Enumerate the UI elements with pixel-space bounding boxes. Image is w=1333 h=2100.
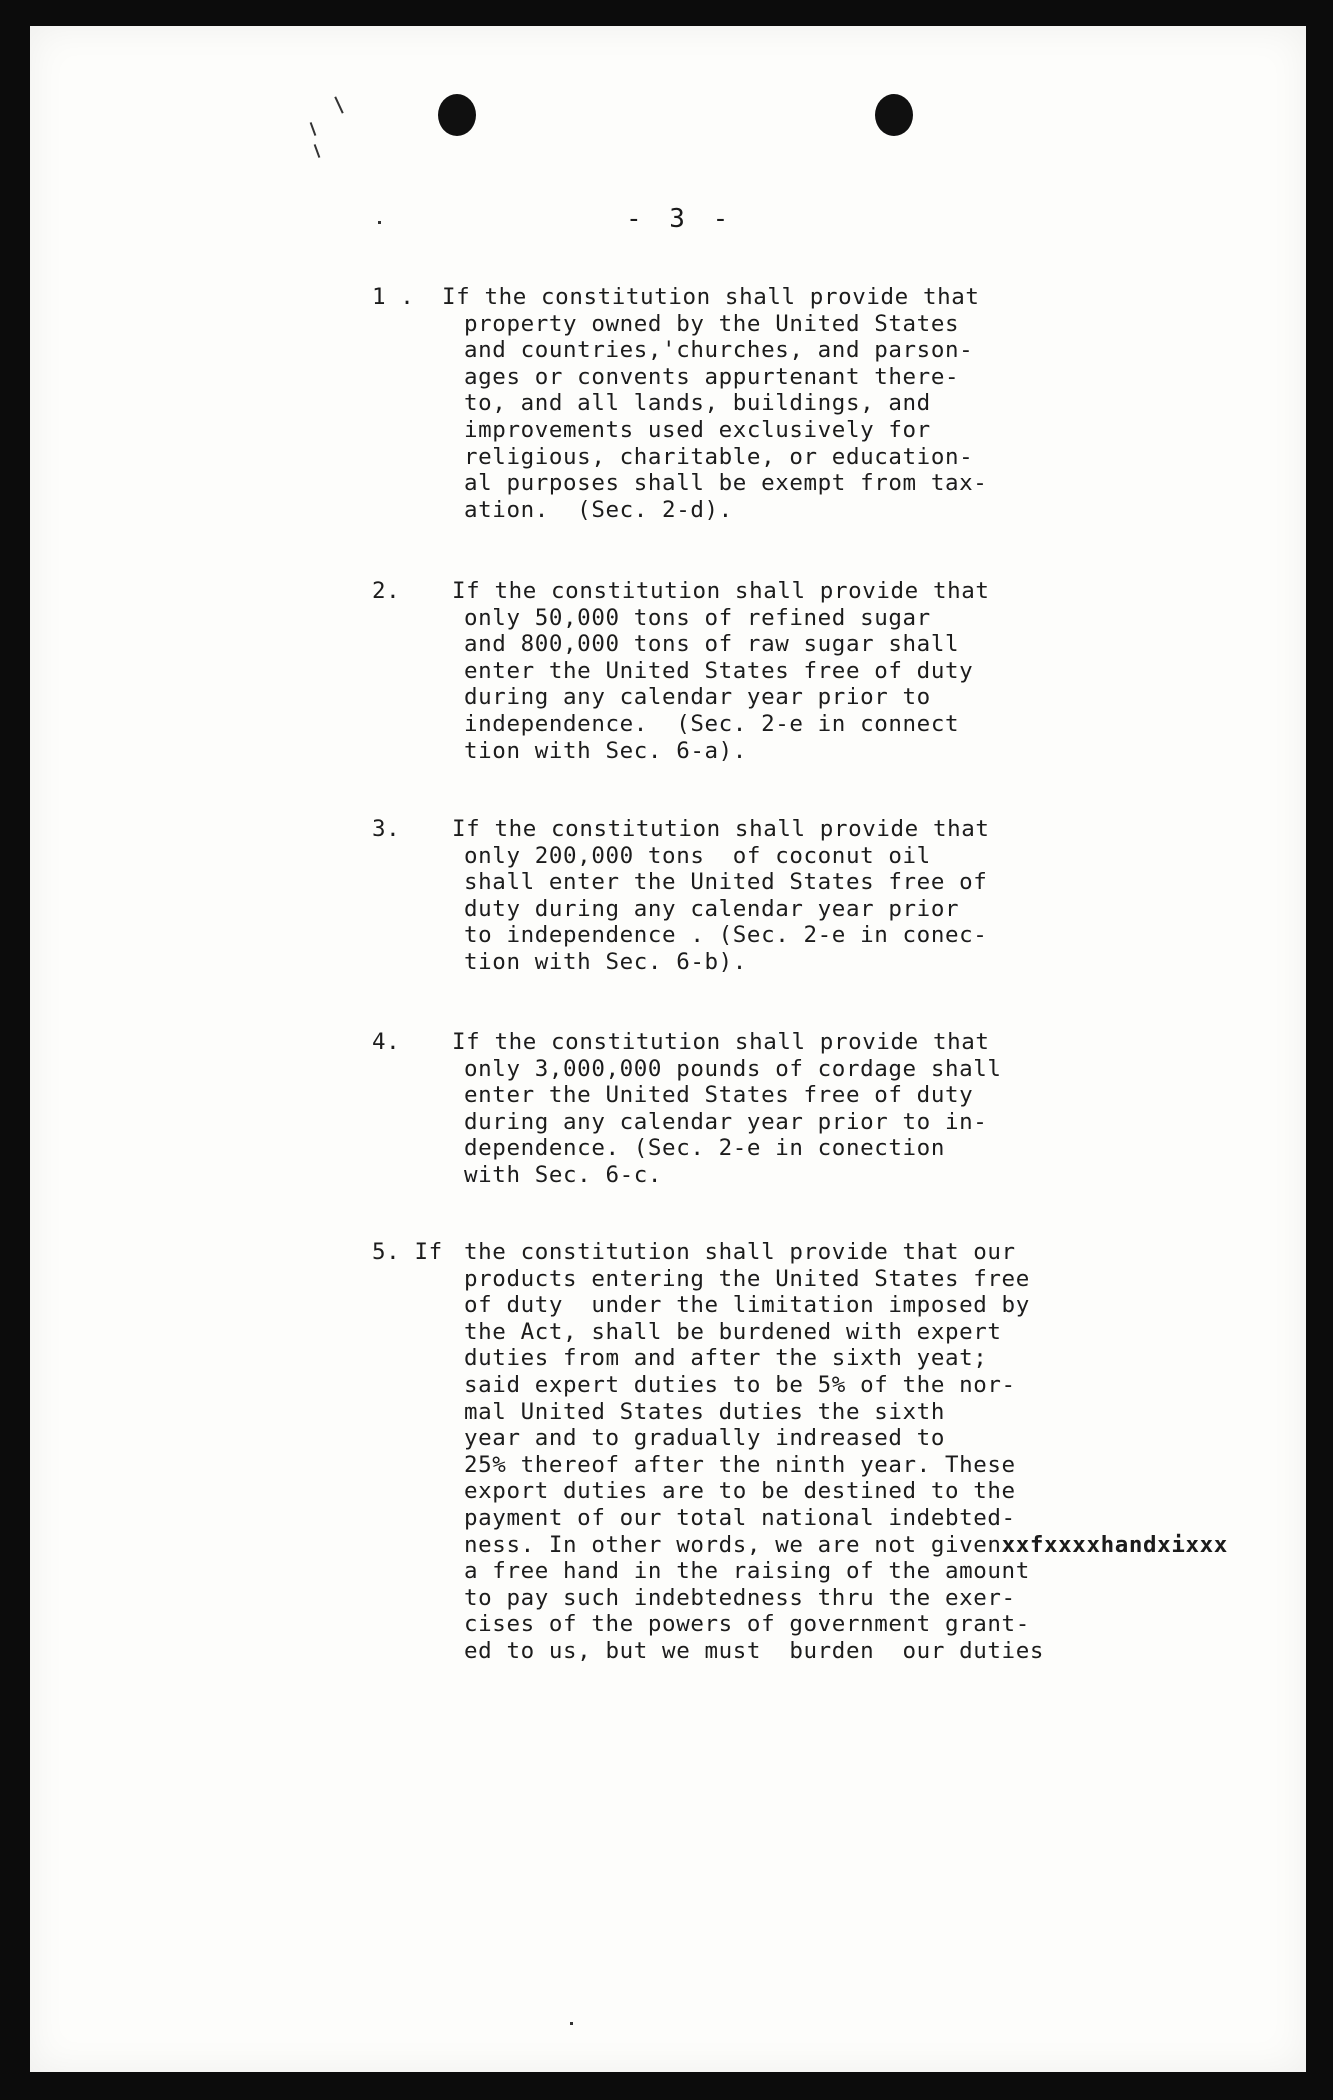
text-line: with Sec. 6-c. bbox=[464, 1161, 663, 1188]
text-line: during any calendar year prior to in- bbox=[464, 1108, 988, 1135]
text-line: tion with Sec. 6-a). bbox=[464, 737, 747, 764]
item-body bbox=[464, 843, 987, 976]
item-number: 1 . bbox=[372, 284, 415, 310]
text-line: ed to us, but we must burden our duties bbox=[464, 1637, 1044, 1664]
text-line: improvements used exclusively for bbox=[464, 416, 931, 443]
item-number: 2. bbox=[372, 578, 401, 604]
text-line: year and to gradually indreased to bbox=[464, 1425, 945, 1452]
margin-mark bbox=[310, 122, 317, 136]
item-number: 4. bbox=[372, 1029, 401, 1055]
item-body bbox=[464, 1056, 1002, 1189]
text-line: al purposes shall be exempt from tax- bbox=[464, 470, 988, 497]
text-line: shall enter the United States free of bbox=[464, 869, 988, 896]
text-segment: ness. In other words, we are not given bbox=[464, 1531, 1002, 1558]
item-first-line: If the constitution shall provide that bbox=[452, 816, 990, 842]
item-body bbox=[464, 311, 987, 524]
text-line: dependence. (Sec. 2-e in conection bbox=[464, 1135, 945, 1162]
text-line: only 3,000,000 pounds of cordage shall bbox=[464, 1055, 1002, 1082]
text-line: payment of our total national indebted- bbox=[464, 1504, 1016, 1531]
text-line: products entering the United States free bbox=[464, 1265, 1030, 1292]
text-line: mal United States duties the sixth bbox=[464, 1398, 945, 1425]
text-line: during any calendar year prior to bbox=[464, 684, 931, 711]
strikeover-text: xxfxxxxhandxixxx bbox=[1001, 1531, 1228, 1558]
item-first-line: If the constitution shall provide that bbox=[452, 1029, 990, 1055]
text-line: property owned by the United States bbox=[464, 310, 960, 337]
text-line: to, and all lands, buildings, and bbox=[464, 390, 931, 417]
text-line: of duty under the limitation imposed by bbox=[464, 1292, 1030, 1319]
paper-speck bbox=[378, 221, 381, 224]
text-line: enter the United States free of duty bbox=[464, 657, 974, 684]
text-line: ages or convents appurtenant there- bbox=[464, 363, 960, 390]
item-number: 3. bbox=[372, 816, 401, 842]
text-line: duties from and after the sixth yeat; bbox=[464, 1345, 988, 1372]
page-number: - 3 - bbox=[626, 204, 735, 234]
margin-mark bbox=[334, 96, 343, 113]
text-line: a free hand in the raising of the amount bbox=[464, 1558, 1030, 1585]
item-first-line: the constitution shall provide that our bbox=[464, 1239, 1016, 1265]
item-number: 5. If bbox=[372, 1239, 443, 1265]
punch-hole-left bbox=[438, 94, 476, 136]
text-line: only 50,000 tons of refined sugar bbox=[464, 604, 931, 631]
text-line: said expert duties to be 5% of the nor- bbox=[464, 1371, 1016, 1398]
text-line: enter the United States free of duty bbox=[464, 1082, 974, 1109]
item-body bbox=[464, 1266, 1228, 1665]
margin-mark bbox=[314, 144, 321, 158]
text-line: to pay such indebtedness thru the exer- bbox=[464, 1584, 1016, 1611]
item-first-line: If the constitution shall provide that bbox=[442, 284, 980, 310]
text-line bbox=[464, 1532, 1228, 1559]
text-line: and 800,000 tons of raw sugar shall bbox=[464, 631, 960, 658]
text-line: and countries,'churches, and parson- bbox=[464, 337, 974, 364]
text-line: duty during any calendar year prior bbox=[464, 895, 960, 922]
text-line: the Act, shall be burdened with expert bbox=[464, 1318, 1002, 1345]
item-first-line: If the constitution shall provide that bbox=[452, 578, 990, 604]
text-line: 25% thereof after the ninth year. These bbox=[464, 1451, 1016, 1478]
paper-sheet bbox=[30, 26, 1306, 2072]
punch-hole-right bbox=[875, 94, 913, 136]
text-line: independence. (Sec. 2-e in connect bbox=[464, 710, 960, 737]
text-line: tion with Sec. 6-b). bbox=[464, 948, 747, 975]
text-line: to independence . (Sec. 2-e in conec- bbox=[464, 922, 988, 949]
item-body bbox=[464, 605, 973, 765]
text-line: religious, charitable, or education- bbox=[464, 443, 974, 470]
text-line: export duties are to be destined to the bbox=[464, 1478, 1016, 1505]
text-line: only 200,000 tons of coconut oil bbox=[464, 842, 931, 869]
text-line: cises of the powers of government grant- bbox=[464, 1611, 1030, 1638]
text-line: ation. (Sec. 2-d). bbox=[464, 496, 733, 523]
paper-speck bbox=[570, 2022, 573, 2025]
